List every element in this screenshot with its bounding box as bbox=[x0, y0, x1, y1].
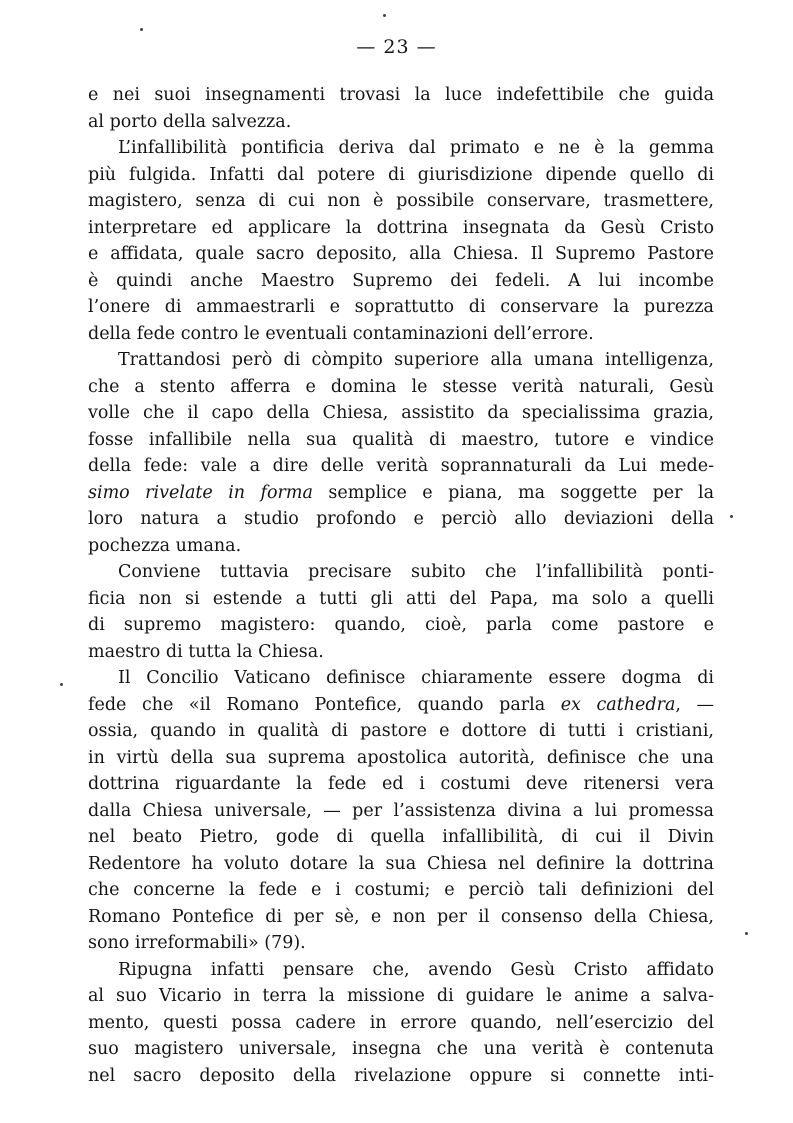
text-line: Trattandosi però di còmpito superiore alla umana intelligenza, bbox=[118, 350, 714, 370]
text-line: che a stento afferra e domina le stesse verità naturali, Gesù bbox=[88, 376, 714, 397]
text-line: suo magistero universale, insegna che una verità è contenuta bbox=[88, 1039, 714, 1059]
text-line: al porto della salvezza. bbox=[88, 111, 292, 132]
text-line: di supremo magistero: quando, cioè, parla come pastore e bbox=[88, 615, 714, 635]
text-line: e affidata, quale sacro deposito, alla Chiesa. Il Supremo Pastore bbox=[88, 244, 714, 264]
print-speck bbox=[730, 515, 733, 518]
text-line: L’infallibilità pontificia deriva dal primato e ne è la gemma bbox=[118, 138, 714, 158]
text-line: nel beato Pietro, gode di quella infallibilità, di cui il Divin bbox=[88, 827, 714, 847]
page-number: — 23 — bbox=[356, 36, 437, 58]
text-line: Romano Pontefice di per sè, e non per il consenso della Chiesa, bbox=[88, 906, 714, 927]
text-line: Conviene tuttavia precisare subito che l’infallibilità ponti- bbox=[118, 562, 714, 582]
text-line: in virtù della sua suprema apostolica autorità, definisce che una bbox=[88, 747, 714, 768]
text-line: è quindi anche Maestro Supremo dei fedeli. A lui incombe bbox=[88, 270, 714, 291]
text-line: più fulgida. Infatti dal potere di giurisdizione dipende quello di bbox=[88, 164, 714, 185]
text-line: fosse infallibile nella sua qualità di maestro, tutore e vindice bbox=[88, 429, 714, 450]
text-line: dottrina riguardante la fede ed i costumi deve ritenersi vera bbox=[88, 774, 714, 794]
italic-phrase: simo rivelate in forma bbox=[88, 482, 313, 503]
text-line: della fede: vale a dire delle verità soprannaturali da Lui mede- bbox=[88, 456, 714, 476]
text-line: volle che il capo della Chiesa, assistito da specialissima grazia, bbox=[88, 403, 714, 423]
text-line: mento, questi possa cadere in errore quando, nell’esercizio del bbox=[88, 1012, 714, 1033]
text-line: l’onere di ammaestrarli e soprattutto di conservare la purezza bbox=[88, 297, 714, 317]
text-line: ossia, quando in qualità di pastore e dottore di tutti i cristiani, bbox=[88, 721, 714, 741]
latin-phrase: ex cathedra bbox=[560, 694, 676, 715]
text-line: fede che «il Romano Pontefice, quando parla ex cathedra, — bbox=[88, 694, 714, 715]
text-line: loro natura a studio profondo e perciò allo deviazioni della bbox=[88, 509, 714, 529]
text-line: interpretare ed applicare la dottrina insegnata da Gesù Cristo bbox=[88, 217, 714, 238]
text-line: che concerne la fede e i costumi; e perciò tali definizioni del bbox=[88, 880, 714, 900]
text-line: al suo Vicario in terra la missione di guidare le anime a salva- bbox=[88, 986, 714, 1006]
text-line: sono irreformabili» (79). bbox=[88, 933, 306, 953]
text-line: nel sacro deposito della rivelazione oppure si connette inti- bbox=[88, 1065, 714, 1086]
text-line: della fede contro le eventuali contaminazioni dell’errore. bbox=[88, 323, 594, 344]
text-line: ficia non si estende a tutti gli atti del Papa, ma solo a quelli bbox=[88, 588, 714, 609]
print-speck bbox=[383, 14, 386, 17]
text-line: Ripugna infatti pensare che, avendo Gesù Cristo affidato bbox=[118, 959, 714, 980]
text-line: Il Concilio Vaticano definisce chiaramente essere dogma di bbox=[118, 668, 714, 688]
text-line: maestro di tutta la Chiesa. bbox=[88, 641, 324, 662]
print-speck bbox=[140, 28, 143, 31]
text-line-italic-prefix: simo rivelate in forma semplice e piana, ma soggette per la bbox=[88, 482, 714, 503]
print-speck bbox=[745, 932, 748, 935]
print-speck bbox=[60, 683, 63, 686]
text-line: magistero, senza di cui non è possibile conservare, trasmettere, bbox=[88, 191, 714, 211]
text-line: Redentore ha voluto dotare la sua Chiesa nel definire la dottrina bbox=[88, 853, 714, 874]
text-line: dalla Chiesa universale, — per l’assistenza divina a lui promessa bbox=[88, 800, 714, 821]
text-line: e nei suoi insegnamenti trovasi la luce indefettibile che guida bbox=[88, 85, 714, 105]
text-line: pochezza umana. bbox=[88, 535, 242, 556]
body-text bbox=[88, 82, 714, 1089]
